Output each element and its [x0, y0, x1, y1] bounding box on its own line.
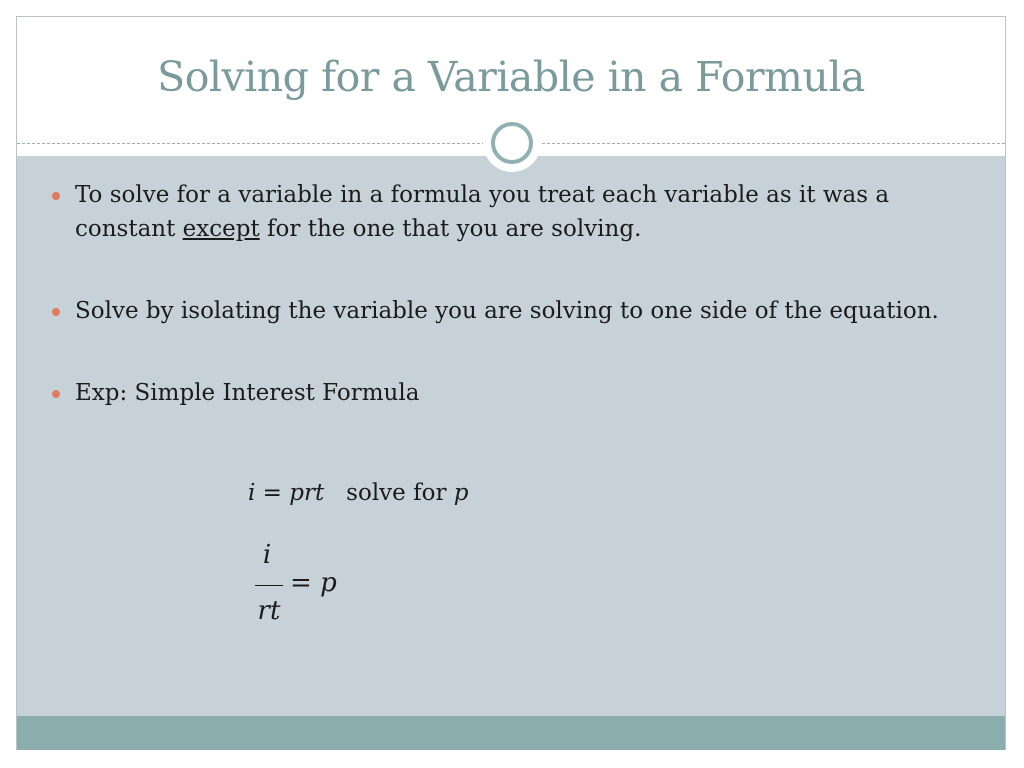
- bullet-text: To solve for a variable in a formula you treat each variable as it was a constant: [75, 182, 890, 242]
- bullet-text: Exp: Simple Interest Formula: [75, 380, 420, 406]
- fraction-rhs: [290, 568, 337, 598]
- footer-bar: [17, 716, 1005, 750]
- fraction-numerator: i: [262, 540, 272, 570]
- formula-rhs: prt: [289, 480, 325, 506]
- fraction-result: p: [320, 568, 337, 598]
- formula-equals: =: [255, 480, 290, 506]
- ring-ornament-icon: [491, 122, 533, 164]
- formula-instruction: solve for: [324, 480, 454, 506]
- slide-title: Solving for a Variable in a Formula: [157, 53, 865, 101]
- bullet-text: Solve by isolating the variable you are solving to one side of the equation.: [75, 298, 939, 324]
- fraction-denominator: rt: [257, 596, 281, 626]
- formula-lhs: i: [248, 480, 256, 506]
- bullet-dot-icon: [52, 192, 60, 200]
- bullet-dot-icon: [52, 308, 60, 316]
- fraction-equals: =: [290, 568, 321, 598]
- bullet-item: [52, 178, 952, 246]
- bullet-dot-icon: [52, 390, 60, 398]
- bullet-item: [52, 294, 952, 328]
- bullet-item: [52, 376, 952, 410]
- underlined-word: except: [182, 216, 260, 242]
- bullet-list: [52, 178, 952, 458]
- formula-line: [248, 480, 469, 506]
- formula-target: p: [453, 480, 469, 506]
- fraction-bar: [255, 585, 283, 586]
- bullet-text: for the one that you are solving.: [259, 216, 642, 242]
- fraction-equation: [252, 540, 372, 632]
